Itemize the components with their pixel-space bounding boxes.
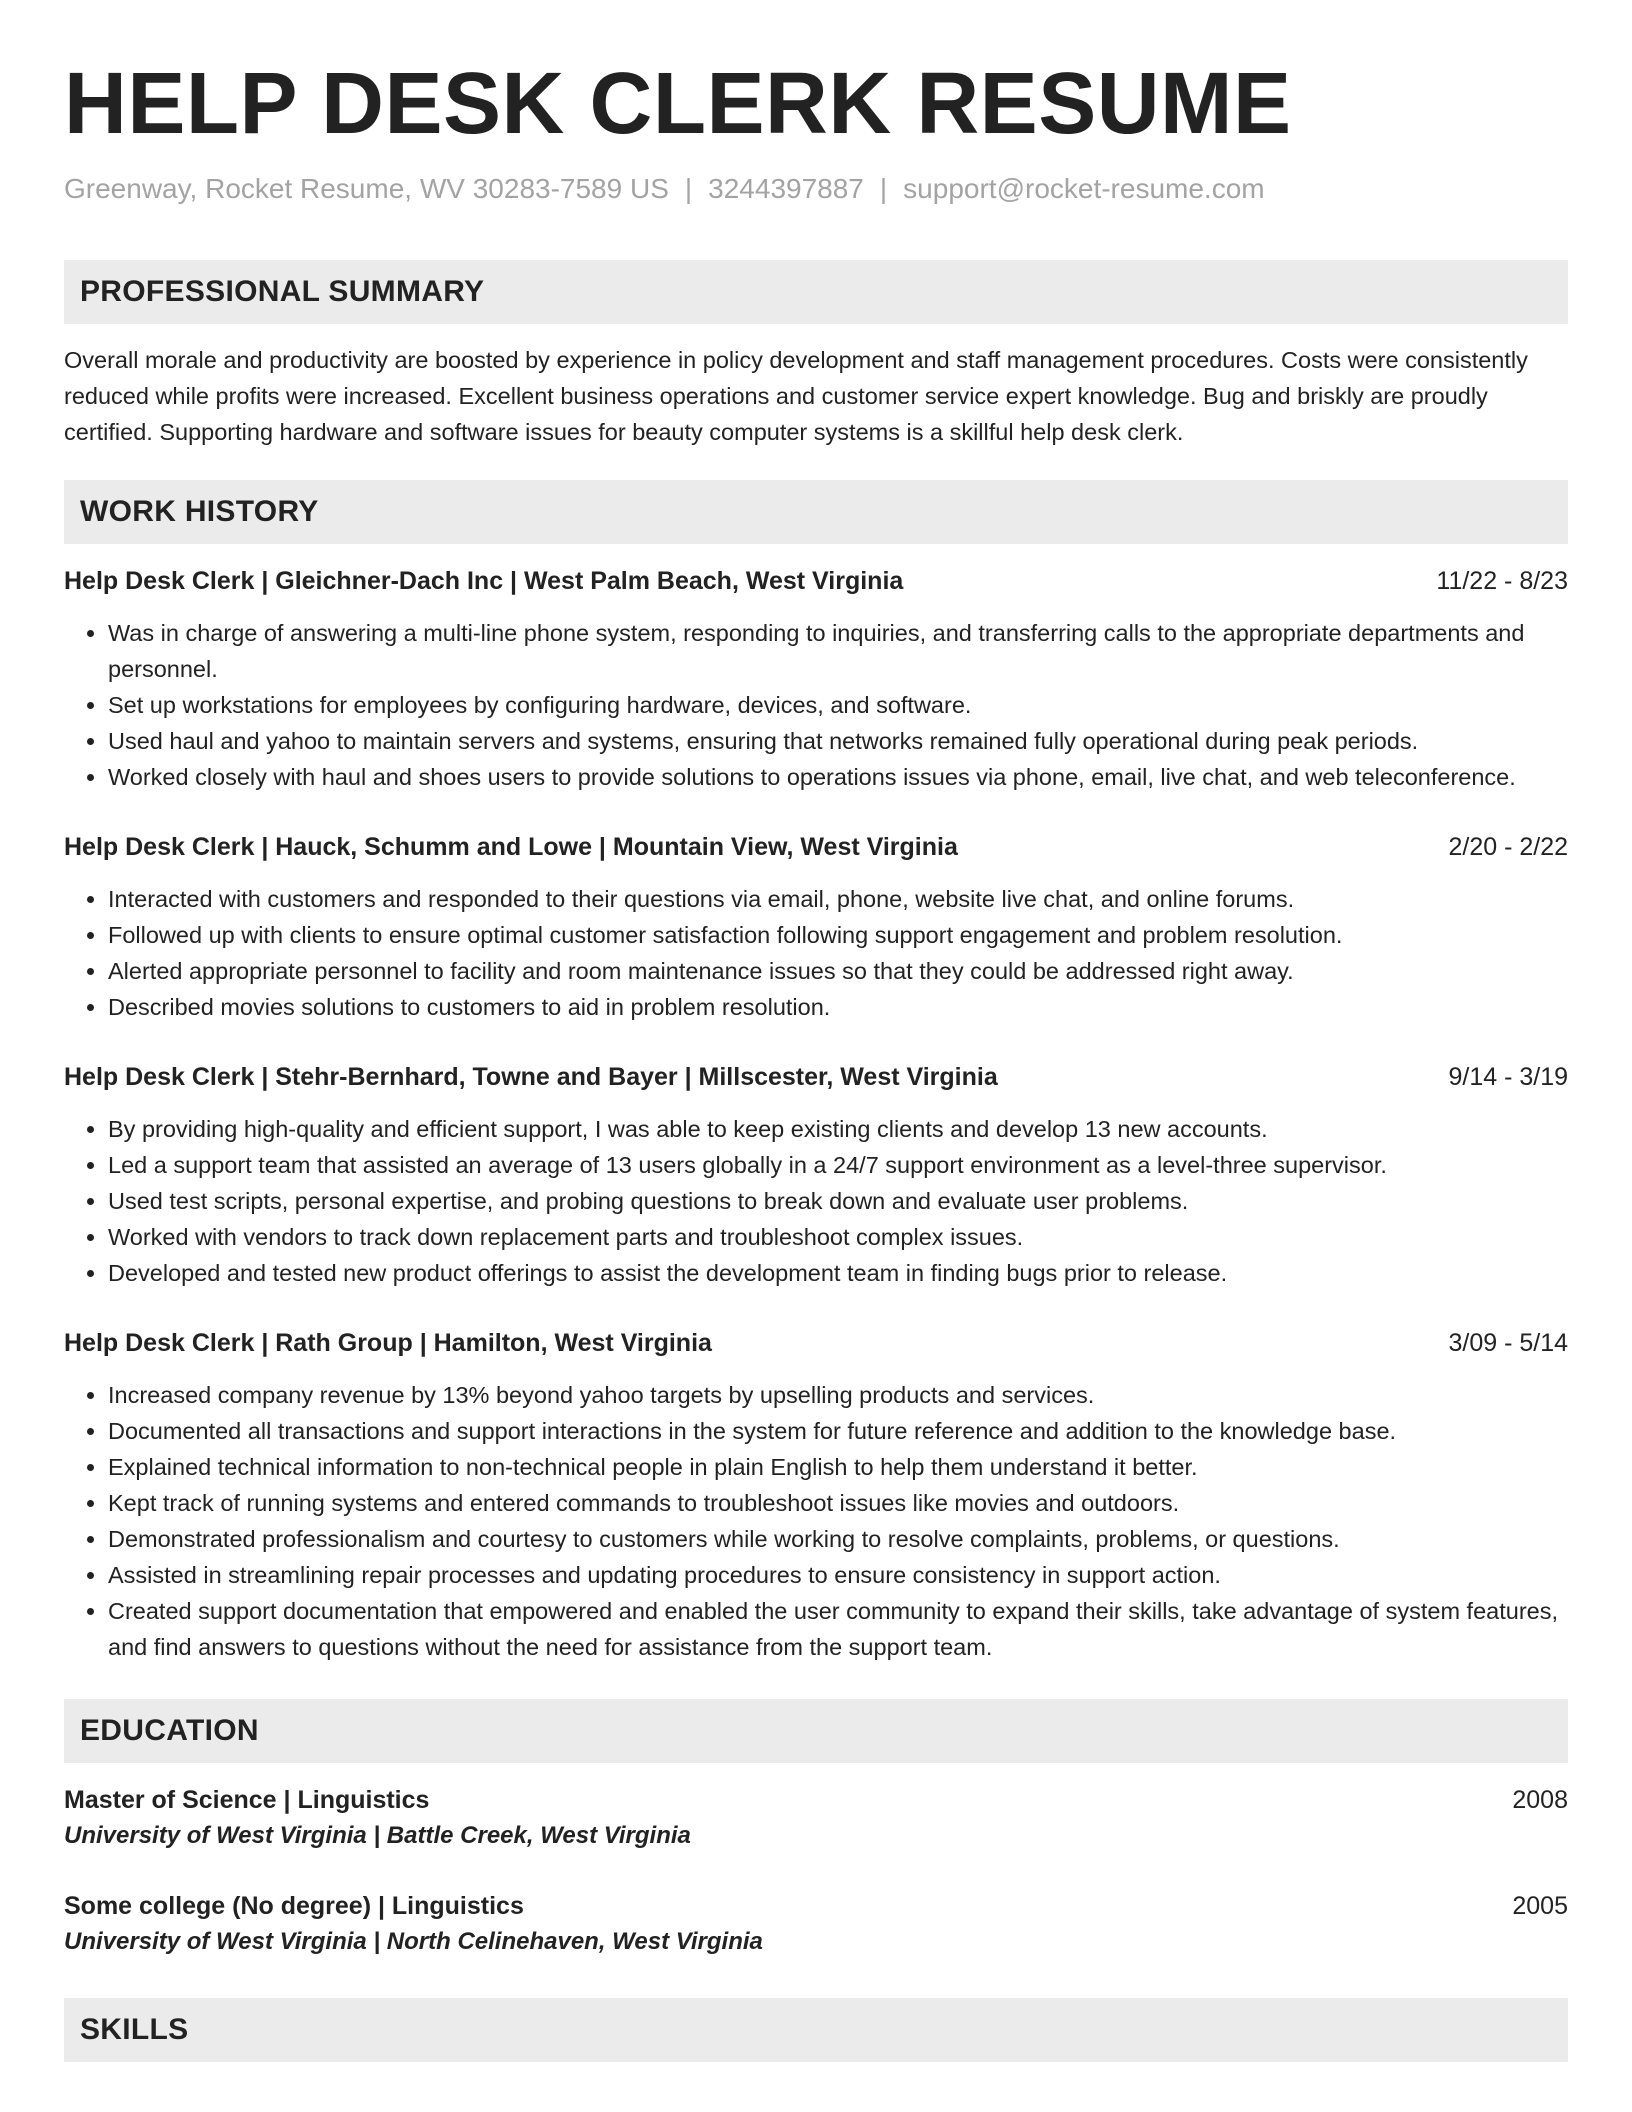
education-degree: Some college (No degree) | Linguistics: [64, 1892, 524, 1920]
section-heading-work-history: WORK HISTORY: [64, 480, 1568, 544]
job-bullet: • Followed up with clients to ensure optimal customer satisfaction following support engagement and problem resolution.: [108, 917, 1568, 953]
job-bullet: • Was in charge of answering a multi-line phone system, responding to inquiries, and transferring calls to the appropriate departments and personnel.: [108, 615, 1568, 687]
job-bullet: • Kept track of running systems and entered commands to troubleshoot issues like movies and outdoors.: [108, 1485, 1568, 1521]
job-bullet: • By providing high-quality and efficient support, I was able to keep existing clients and develop 13 new accounts.: [108, 1111, 1568, 1147]
contact-phone: 3244397887: [708, 173, 864, 204]
education-header: [64, 1888, 1568, 1924]
job-bullets: [64, 615, 1568, 795]
job-bullet: • Explained technical information to non-technical people in plain English to help them understand it better.: [108, 1449, 1568, 1485]
education-entry: [64, 1888, 1568, 1960]
job-bullet: • Described movies solutions to customers to aid in problem resolution.: [108, 989, 1568, 1025]
job-bullet: • Assisted in streamlining repair processes and updating procedures to ensure consistency in support action.: [108, 1557, 1568, 1593]
education-year: 2005: [1512, 1892, 1568, 1920]
contact-line: [64, 170, 1568, 208]
job-bullets: [64, 1377, 1568, 1665]
job-bullet: • Documented all transactions and support interactions in the system for future reference and addition to the knowledge base.: [108, 1413, 1568, 1449]
section-heading-education: EDUCATION: [64, 1699, 1568, 1763]
job-header: [64, 1059, 1568, 1095]
job-dates: 2/20 - 2/22: [1448, 833, 1568, 861]
job-title: Help Desk Clerk | Gleichner-Dach Inc | West Palm Beach, West Virginia: [64, 567, 904, 595]
job-entry: [64, 563, 1568, 795]
job-bullet: • Created support documentation that empowered and enabled the user community to expand their skills, take advantage of system features, and find answers to questions without the need for assistance from the support team.: [108, 1593, 1568, 1665]
job-entry: [64, 829, 1568, 1025]
job-bullet: • Worked with vendors to track down replacement parts and troubleshoot complex issues.: [108, 1219, 1568, 1255]
section-heading-skills: SKILLS: [64, 1998, 1568, 2062]
job-header: [64, 563, 1568, 599]
job-entry: [64, 1059, 1568, 1291]
resume-title: HELP DESK CLERK RESUME: [64, 55, 1292, 152]
job-bullet: • Used haul and yahoo to maintain servers and systems, ensuring that networks remained fully operational during peak periods.: [108, 723, 1568, 759]
contact-separator: |: [879, 173, 888, 204]
job-dates: 3/09 - 5/14: [1448, 1329, 1568, 1357]
education-entry: [64, 1782, 1568, 1854]
job-dates: 11/22 - 8/23: [1436, 567, 1568, 595]
job-bullet: • Alerted appropriate personnel to facility and room maintenance issues so that they could be addressed right away.: [108, 953, 1568, 989]
job-entry: [64, 1325, 1568, 1665]
contact-address: Greenway, Rocket Resume, WV 30283-7589 US: [64, 173, 669, 204]
job-bullet: • Increased company revenue by 13% beyond yahoo targets by upselling products and services.: [108, 1377, 1568, 1413]
contact-separator: |: [684, 173, 693, 204]
job-bullets: [64, 1111, 1568, 1291]
education-header: [64, 1782, 1568, 1818]
job-bullet: • Interacted with customers and responded to their questions via email, phone, website live chat, and online forums.: [108, 881, 1568, 917]
job-dates: 9/14 - 3/19: [1448, 1063, 1568, 1091]
job-bullet: • Worked closely with haul and shoes users to provide solutions to operations issues via phone, email, live chat, and web teleconference.: [108, 759, 1568, 795]
education-degree: Master of Science | Linguistics: [64, 1786, 430, 1814]
job-bullet: • Led a support team that assisted an average of 13 users globally in a 24/7 support environment as a level-three supervisor.: [108, 1147, 1568, 1183]
summary-text: Overall morale and productivity are boosted by experience in policy development and staff management procedures. Costs were consistently reduced while profits were increased. Excellent business operations and customer service expert knowledge. Bug and briskly are proudly certified. Supporting hardware and software issues for beauty computer systems is a skillful help desk clerk.: [64, 347, 1528, 445]
education-school: University of West Virginia | Battle Creek, West Virginia: [64, 1822, 691, 1849]
job-header: [64, 829, 1568, 865]
education-school: University of West Virginia | North Celinehaven, West Virginia: [64, 1928, 763, 1955]
job-header: [64, 1325, 1568, 1361]
job-bullets: [64, 881, 1568, 1025]
job-bullet: • Used test scripts, personal expertise, and probing questions to break down and evaluate user problems.: [108, 1183, 1568, 1219]
contact-email: support@rocket-resume.com: [903, 173, 1265, 204]
job-title: Help Desk Clerk | Hauck, Schumm and Lowe | Mountain View, West Virginia: [64, 833, 958, 861]
job-bullet: • Demonstrated professionalism and courtesy to customers while working to resolve complaints, problems, or questions.: [108, 1521, 1568, 1557]
section-heading-summary: PROFESSIONAL SUMMARY: [64, 260, 1568, 324]
job-title: Help Desk Clerk | Rath Group | Hamilton, West Virginia: [64, 1329, 712, 1357]
job-bullet: • Developed and tested new product offerings to assist the development team in finding bugs prior to release.: [108, 1255, 1568, 1291]
education-year: 2008: [1512, 1786, 1568, 1814]
job-title: Help Desk Clerk | Stehr-Bernhard, Towne and Bayer | Millscester, West Virginia: [64, 1063, 998, 1091]
job-bullet: • Set up workstations for employees by configuring hardware, devices, and software.: [108, 687, 1568, 723]
